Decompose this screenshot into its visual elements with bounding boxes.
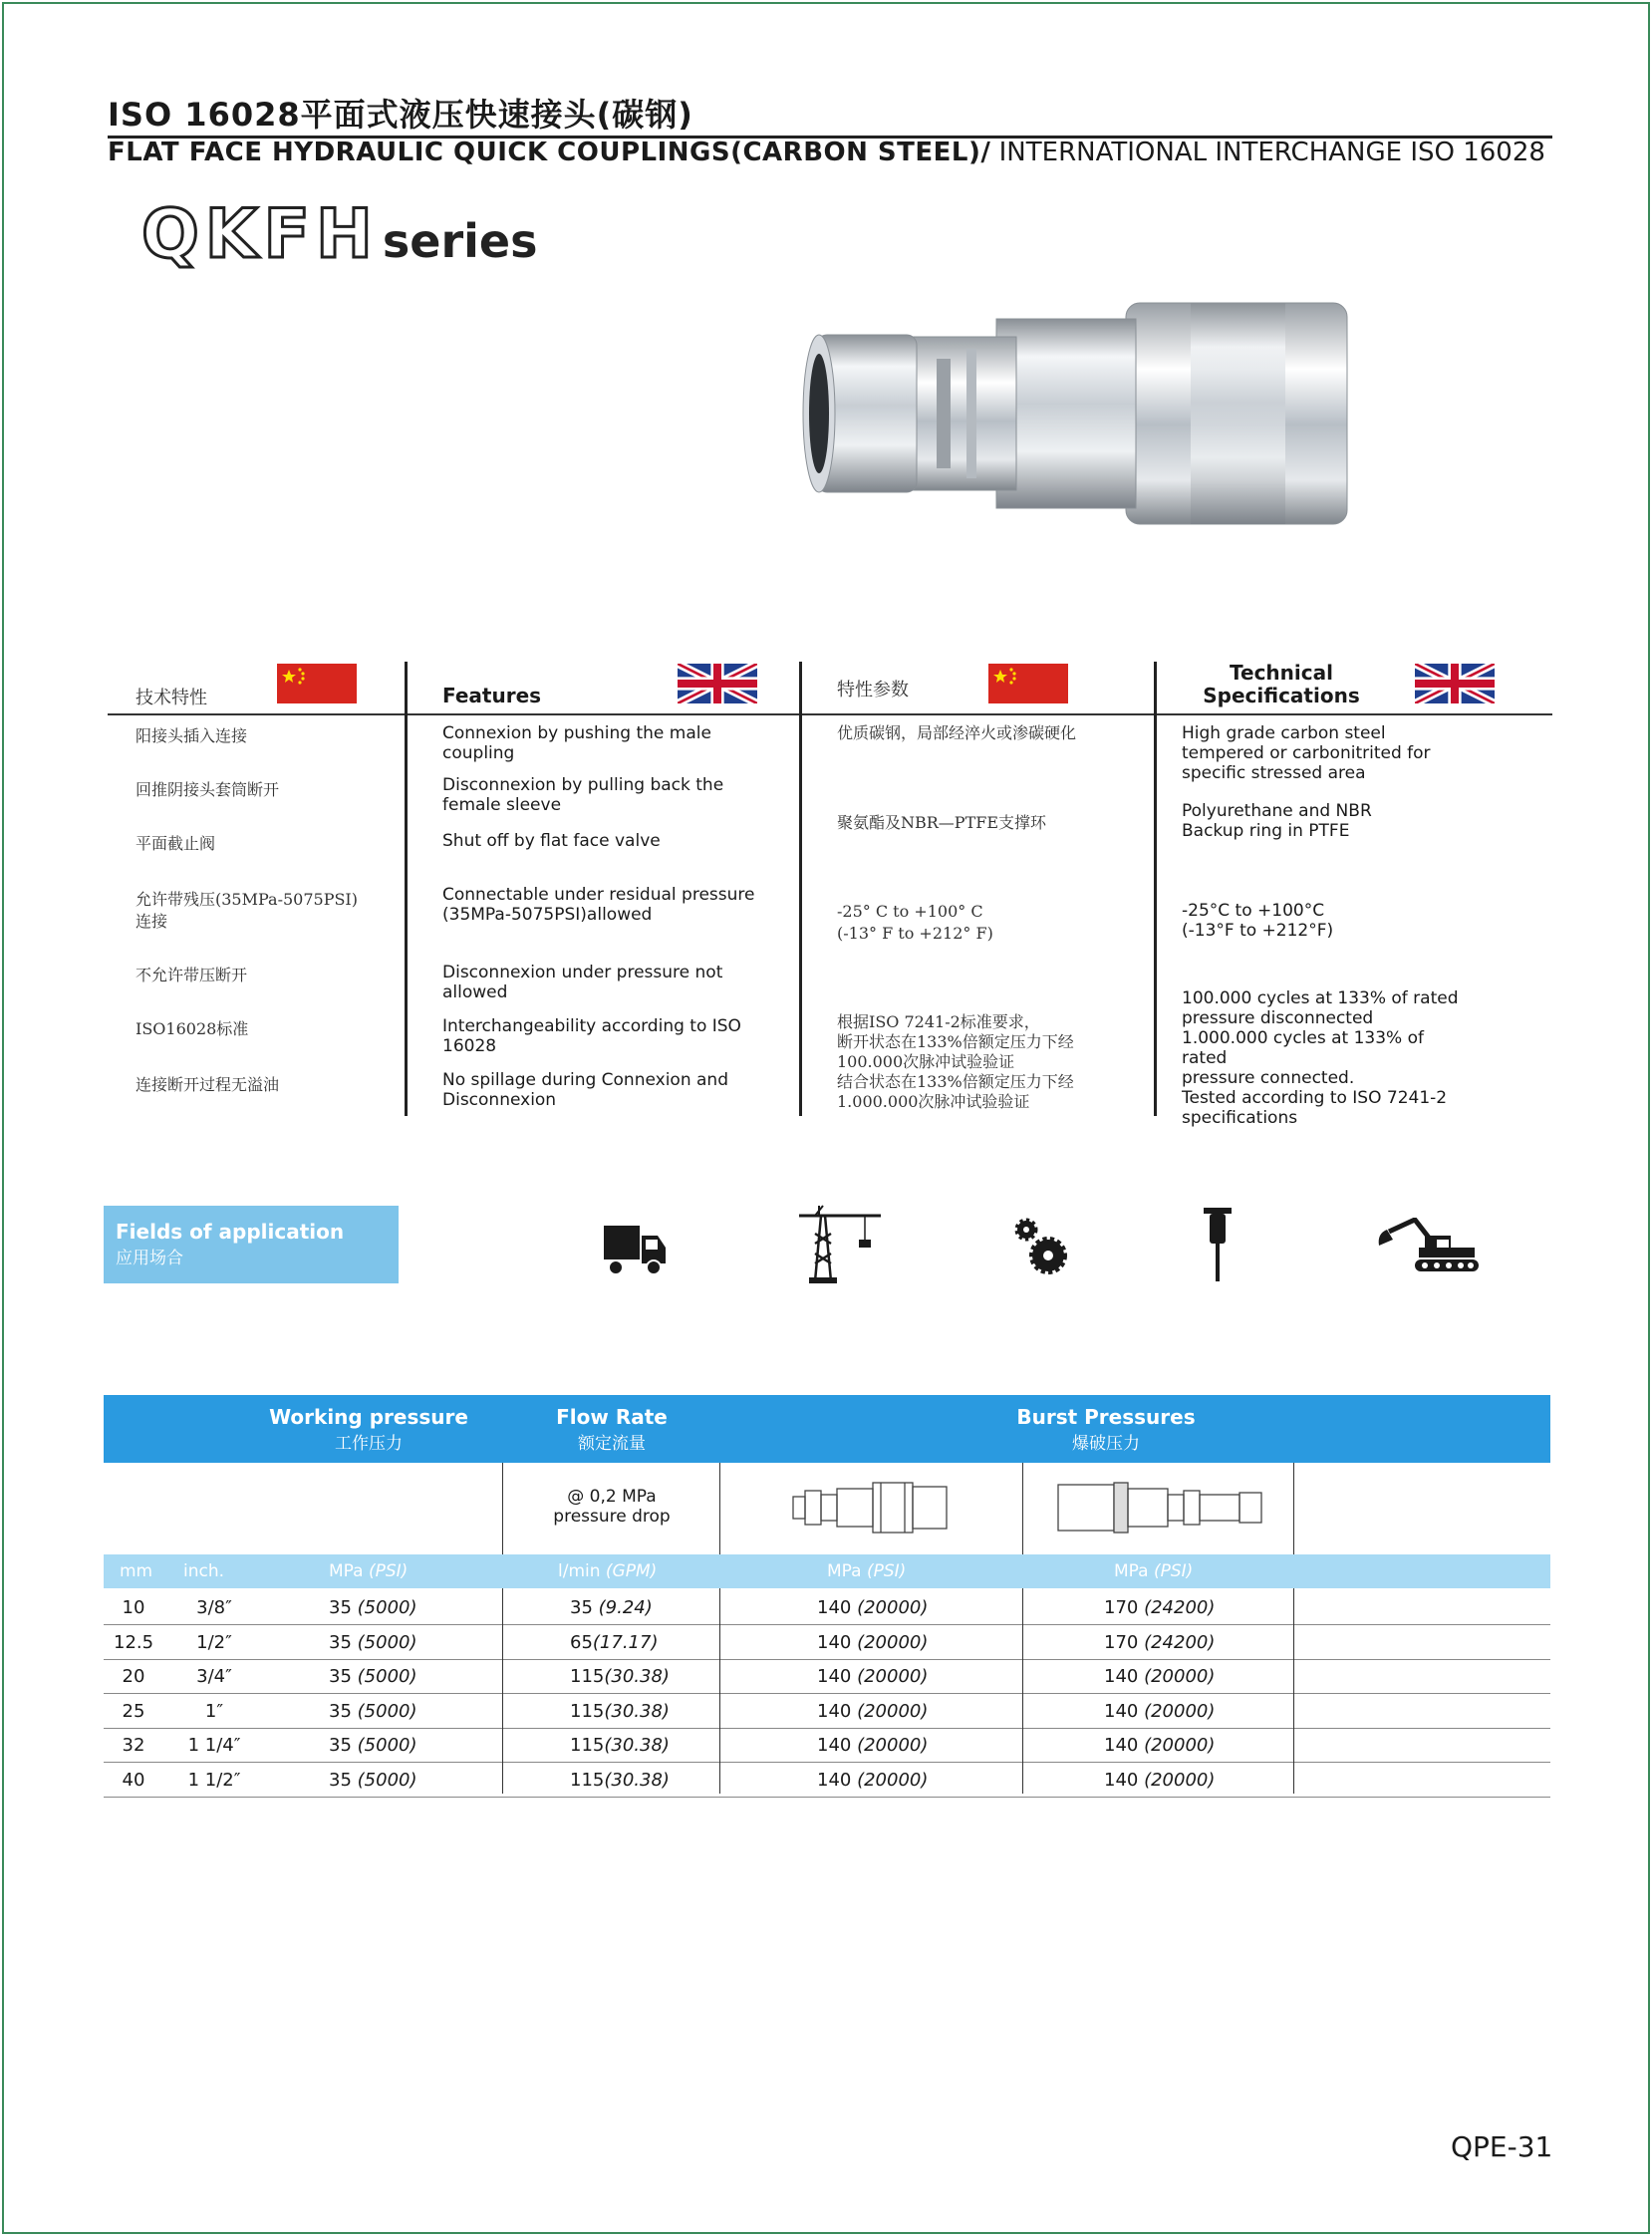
spec-en-line: (-13°F to +212°F) (1182, 921, 1334, 941)
spec-cn-line: 优质碳钢，局部经淬火或渗碳硬化 (837, 723, 1077, 742)
cell-value: 1″ (204, 1700, 224, 1722)
header-en: Working pressure (269, 1405, 468, 1429)
header-cn: 工作压力 (335, 1434, 403, 1454)
cell-value: 140 (1104, 1769, 1145, 1791)
spec-cn-line: (-13° F to +212° F) (837, 924, 993, 943)
title-english-regular: INTERNATIONAL INTERCHANGE ISO 16028 (990, 138, 1545, 167)
china-flag-icon-2 (988, 664, 1068, 703)
cell-value: 1/2″ (196, 1631, 232, 1653)
cell-value: 140 (817, 1631, 858, 1653)
table-vline (1022, 1588, 1023, 1794)
spec-en-line: -25°C to +100°C (1182, 901, 1325, 921)
feature-cn-item: 允许带残压(35MPa-5075PSI) (136, 890, 358, 909)
spec-en-item (1182, 988, 1459, 1128)
coupling-product-image (797, 299, 1355, 528)
unit-flow (558, 1561, 657, 1581)
cell-value-italic: (20000) (857, 1735, 929, 1756)
series-word: series (382, 214, 538, 268)
pressure-drop-line: pressure drop (553, 1507, 671, 1527)
cell-value: 115 (570, 1700, 605, 1722)
spec-en-item (1182, 901, 1333, 941)
spec-en-line: Polyurethane and NBR (1182, 801, 1372, 821)
table-header-bar (104, 1395, 1550, 1463)
table-cell-inch (179, 1597, 249, 1618)
fields-of-application-label (104, 1206, 399, 1283)
pressure-drop-line: @ 0,2 MPa (567, 1487, 657, 1507)
cell-value-italic: (20000) (1144, 1769, 1216, 1791)
header-working-pressure (259, 1405, 478, 1454)
feature-en-line: No spillage during Connexion and (442, 1070, 728, 1090)
cell-value: 65 (570, 1631, 593, 1653)
truck-icon (602, 1222, 668, 1275)
spec-en-line: High grade carbon steel (1182, 723, 1386, 743)
spec-en-item (1182, 801, 1372, 841)
specs-divider-2 (799, 662, 802, 1116)
title-english (108, 138, 1545, 167)
header-cn: 爆破压力 (1072, 1434, 1140, 1454)
feature-cn-item: 连接断开过程无溢油 (136, 1075, 280, 1094)
table-cell-inch (179, 1632, 249, 1653)
series-logo (141, 195, 537, 274)
spec-en-line: pressure disconnected (1182, 1008, 1374, 1028)
cell-value-italic: (9.24) (598, 1597, 653, 1618)
table-cell-flow (570, 1701, 670, 1722)
table-cell-mm (114, 1770, 153, 1791)
cell-value-italic: (24200) (1144, 1631, 1216, 1653)
cell-value-italic: (30.38) (604, 1735, 670, 1756)
unit-working-pressure (329, 1561, 408, 1581)
cell-value: 140 (817, 1769, 858, 1791)
feature-en-item (442, 885, 754, 925)
table-cell-b2 (1104, 1701, 1215, 1722)
unit-text-italic: (GPM) (605, 1561, 658, 1581)
table-cell-wp (329, 1770, 417, 1791)
feature-cn-item: ISO16028标准 (136, 1019, 249, 1038)
table-cell-inch (179, 1735, 249, 1756)
cell-value: 140 (817, 1735, 858, 1756)
cell-value: 40 (122, 1769, 145, 1791)
feature-en-line: Disconnexion (442, 1090, 557, 1110)
cell-value-italic: (5000) (357, 1735, 417, 1756)
table-cell-mm (114, 1701, 153, 1722)
title-english-bold: FLAT FACE HYDRAULIC QUICK COUPLINGS(CARBON STEEL)/ (108, 138, 991, 167)
cell-value-italic: (30.38) (604, 1666, 670, 1687)
cell-value-italic: (20000) (857, 1631, 929, 1653)
unit-inch: inch. (183, 1561, 225, 1581)
feature-cn-item: 平面截止阀 (136, 834, 216, 853)
table-vline (719, 1588, 720, 1794)
spec-cn-line: 1.000.000次脉冲试验验证 (837, 1092, 1030, 1111)
spec-en-line: Tested according to ISO 7241-2 (1182, 1088, 1448, 1108)
spec-en-item (1182, 723, 1431, 783)
spec-en-line: 1.000.000 cycles at 133% of (1182, 1028, 1424, 1048)
table-cell-b2 (1104, 1770, 1215, 1791)
table-cell-mm (114, 1632, 153, 1653)
table-cell-wp (329, 1597, 417, 1618)
table-cell-inch (179, 1666, 249, 1687)
connected-coupling-diagram (1056, 1479, 1265, 1537)
unit-text-italic: (PSI) (1153, 1561, 1194, 1581)
title-chinese: ISO 16028平面式液压快速接头(碳钢) (108, 96, 693, 134)
table-cell-flow (570, 1632, 658, 1653)
table-row (104, 1625, 1550, 1660)
spec-en-line: specifications (1182, 1108, 1298, 1128)
spec-cn-item (837, 723, 1076, 743)
specs-divider-1 (405, 662, 408, 1116)
unit-burst-connected (1114, 1561, 1193, 1581)
table-cell-mm (114, 1597, 153, 1618)
specs-heading-en-2: Specifications (1203, 684, 1360, 707)
table-cell-wp (329, 1735, 417, 1756)
table-cell-b2 (1104, 1735, 1215, 1756)
page-number: QPE-31 (1451, 2130, 1553, 2163)
gears-icon (1012, 1216, 1070, 1277)
feature-en-item (442, 723, 711, 763)
cell-value-italic: (20000) (1144, 1666, 1216, 1687)
feature-en-line: Disconnexion by pulling back the (442, 775, 724, 795)
unit-text: MPa (329, 1561, 369, 1581)
spec-cn-item (837, 1012, 1074, 1112)
features-heading-cn: 技术特性 (136, 688, 207, 708)
table-cell-b1 (817, 1735, 928, 1756)
cell-value-italic: (5000) (357, 1769, 417, 1791)
cell-value: 35 (570, 1597, 599, 1618)
feature-cn-item: 不允许带压断开 (136, 966, 248, 984)
features-heading-en: Features (442, 684, 542, 707)
table-row (104, 1694, 1550, 1729)
cell-value: 25 (122, 1700, 145, 1722)
spec-en-line: Backup ring in PTFE (1182, 821, 1350, 841)
cell-value-italic: (20000) (857, 1700, 929, 1722)
cell-value: 140 (817, 1700, 858, 1722)
specs-heading-en (1202, 662, 1361, 707)
table-cell-b2 (1104, 1666, 1215, 1687)
header-en: Flow Rate (556, 1405, 668, 1429)
feature-en-line: Shut off by flat face valve (442, 831, 661, 851)
feature-en-line: 16028 (442, 1036, 497, 1056)
spec-en-line: rated (1182, 1048, 1228, 1068)
table-cell-flow (570, 1597, 653, 1618)
cell-value-italic: (24200) (1144, 1597, 1216, 1618)
header-flow-rate (502, 1405, 721, 1454)
cell-value: 140 (1104, 1700, 1145, 1722)
cell-value-italic: (5000) (357, 1700, 417, 1722)
cell-value: 140 (817, 1666, 858, 1687)
table-row (104, 1659, 1550, 1694)
feature-en-item (442, 1016, 741, 1056)
feature-en-item (442, 831, 661, 851)
table-units-row (104, 1554, 1550, 1588)
cell-value: 3/4″ (196, 1666, 232, 1687)
cell-value-italic: (20000) (857, 1769, 929, 1791)
spec-en-line: specific stressed area (1182, 763, 1366, 783)
feature-en-line: Interchangeability according to ISO (442, 1016, 741, 1036)
spec-en-line: 100.000 cycles at 133% of rated (1182, 988, 1459, 1008)
table-cell-b1 (817, 1770, 928, 1791)
cell-value-italic: (5000) (357, 1666, 417, 1687)
china-flag-icon (277, 664, 357, 703)
cell-value: 35 (329, 1735, 358, 1756)
spec-cn-line: 聚氨酯及NBR—PTFE支撑环 (837, 813, 1047, 832)
table-vline (502, 1588, 503, 1794)
specs-divider-3 (1154, 662, 1157, 1116)
specs-heading-en-1: Technical (1230, 661, 1333, 685)
feature-en-line: Connexion by pushing the male (442, 723, 711, 743)
feature-en-item (442, 775, 723, 815)
spec-en-line: tempered or carbonitrited for (1182, 743, 1431, 763)
cell-value: 20 (122, 1666, 145, 1687)
spec-cn-item (837, 901, 993, 945)
table-cell-b1 (817, 1666, 928, 1687)
cell-value: 35 (329, 1700, 358, 1722)
unit-mm: mm (120, 1561, 153, 1581)
cell-value: 115 (570, 1769, 605, 1791)
table-cell-b2 (1104, 1597, 1215, 1618)
specs-heading-cn: 特性参数 (837, 680, 909, 700)
table-cell-b1 (817, 1701, 928, 1722)
cell-value: 35 (329, 1597, 358, 1618)
cell-value: 140 (817, 1597, 858, 1618)
table-cell-wp (329, 1632, 417, 1653)
spec-cn-item (837, 813, 1046, 833)
header-cn: 额定流量 (578, 1434, 646, 1454)
cell-value-italic: (20000) (857, 1666, 929, 1687)
header-burst-pressures (907, 1405, 1305, 1454)
table-cell-flow (570, 1666, 670, 1687)
feature-en-item (442, 1070, 728, 1110)
cell-value: 170 (1104, 1631, 1145, 1653)
feature-en-line: allowed (442, 982, 508, 1002)
table-row (104, 1590, 1550, 1625)
cell-value: 35 (329, 1666, 358, 1687)
excavator-icon (1375, 1218, 1481, 1275)
unit-text: MPa (827, 1561, 867, 1581)
cell-value: 115 (570, 1666, 605, 1687)
feature-en-line: (35MPa-5075PSI)allowed (442, 905, 653, 925)
cell-value-italic: (20000) (1144, 1700, 1216, 1722)
spec-cn-line: 断开状态在133%倍额定压力下经 (837, 1032, 1074, 1051)
cell-value: 32 (122, 1735, 145, 1756)
disconnected-coupling-diagram (791, 1479, 951, 1537)
feature-cn-item: 阳接头插入连接 (136, 726, 248, 745)
cell-value: 35 (329, 1631, 358, 1653)
table-cell-inch (179, 1701, 249, 1722)
spec-cn-line: -25° C to +100° C (837, 902, 983, 921)
feature-en-line: Disconnexion under pressure not (442, 963, 723, 982)
cell-value-italic: (20000) (857, 1597, 929, 1618)
fields-title-en: Fields of application (116, 1220, 345, 1244)
cell-value-italic: (5000) (357, 1631, 417, 1653)
header-en: Burst Pressures (1016, 1405, 1196, 1429)
table-vline (1293, 1463, 1294, 1554)
table-cell-mm (114, 1735, 153, 1756)
table-cell-wp (329, 1701, 417, 1722)
feature-en-item (442, 963, 722, 1002)
cell-value: 170 (1104, 1597, 1145, 1618)
cell-value-italic: (20000) (1144, 1735, 1216, 1756)
unit-burst-disconnected (827, 1561, 906, 1581)
feature-en-line: coupling (442, 743, 515, 763)
table-cell-wp (329, 1666, 417, 1687)
pressure-drop-note (502, 1487, 721, 1527)
cell-value: 140 (1104, 1666, 1145, 1687)
table-cell-flow (570, 1735, 670, 1756)
table-row (104, 1763, 1550, 1798)
spec-cn-line: 100.000次脉冲试验验证 (837, 1052, 1015, 1071)
cell-value: 3/8″ (196, 1597, 232, 1618)
uk-flag-icon (678, 664, 757, 703)
feature-en-line: female sleeve (442, 795, 562, 815)
specs-header-rule (108, 713, 1552, 715)
table-row (104, 1728, 1550, 1763)
fields-title-cn: 应用场合 (116, 1249, 183, 1268)
cell-value-italic: (17.17) (592, 1631, 659, 1653)
feature-en-line: Connectable under residual pressure (442, 885, 755, 905)
cell-value: 1 1/4″ (187, 1735, 241, 1756)
table-cell-b1 (817, 1597, 928, 1618)
unit-text-italic: (PSI) (866, 1561, 907, 1581)
unit-text-italic: (PSI) (368, 1561, 409, 1581)
cell-value: 10 (122, 1597, 145, 1618)
cell-value: 12.5 (114, 1631, 154, 1653)
cell-value-italic: (30.38) (604, 1700, 670, 1722)
spec-cn-line: 结合状态在133%倍额定压力下经 (837, 1072, 1074, 1091)
series-logo-text: QKFH (141, 195, 379, 274)
table-cell-mm (114, 1666, 153, 1687)
spec-en-line: pressure connected. (1182, 1068, 1355, 1088)
table-cell-flow (570, 1770, 670, 1791)
table-cell-inch (179, 1770, 249, 1791)
table-vline (1022, 1463, 1023, 1554)
cell-value-italic: (30.38) (604, 1769, 670, 1791)
cell-value: 140 (1104, 1735, 1145, 1756)
uk-flag-icon-2 (1415, 664, 1495, 703)
unit-text: MPa (1114, 1561, 1154, 1581)
spec-cn-line: 根据ISO 7241-2标准要求， (837, 1012, 1040, 1031)
cell-value: 115 (570, 1735, 605, 1756)
table-cell-b2 (1104, 1632, 1215, 1653)
feature-cn-item: 连接 (136, 912, 168, 931)
table-vline (1293, 1588, 1294, 1794)
cell-value: 35 (329, 1769, 358, 1791)
jackhammer-icon (1202, 1204, 1234, 1283)
unit-text: l/min (558, 1561, 606, 1581)
table-cell-b1 (817, 1632, 928, 1653)
feature-cn-item: 回推阴接头套筒断开 (136, 780, 280, 799)
tower-crane-icon (793, 1204, 883, 1285)
cell-value-italic: (5000) (357, 1597, 417, 1618)
cell-value: 1 1/2″ (187, 1769, 241, 1791)
